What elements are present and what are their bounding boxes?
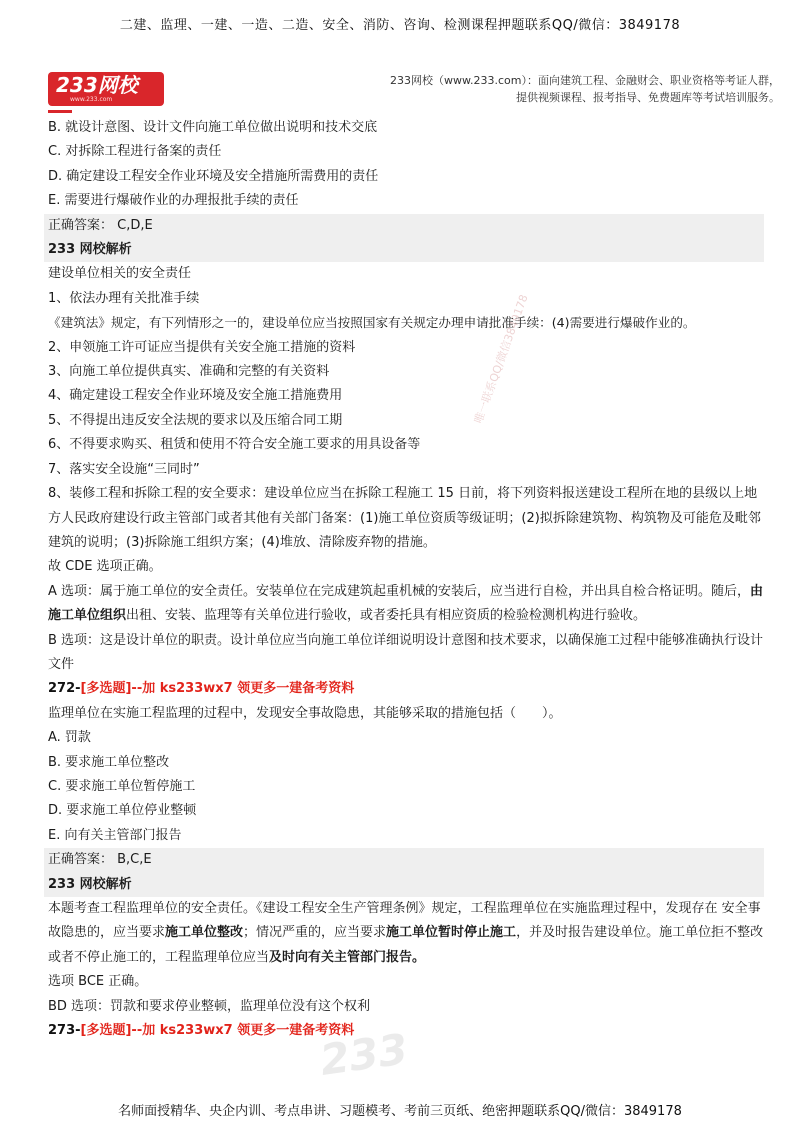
q273-tag: [多选题]--加 ks233wx7 领更多一建备考资料 — [80, 1023, 355, 1039]
q271-option-e: E. 需要进行爆破作业的办理报批手续的责任 — [48, 193, 299, 209]
text-run-bold: 及时向有关主管部门报告。 — [269, 949, 426, 965]
site-intro-line-1: 233网校（www.233.com）：面向建筑工程、金融财会、职业资格等考证人群， — [390, 74, 780, 87]
q271-analysis-title: 233 网校解析 — [48, 242, 132, 258]
site-intro-line-2: 提供视频课程、报考指导、免费题库等考试培训服务。 — [516, 91, 780, 104]
q271-option-a-explanation — [44, 580, 764, 629]
q272-heading — [44, 677, 764, 701]
q272-stem: 监理单位在实施工程监理的过程中，发现安全事故隐患，其能够采取的措施包括（ ）。 — [48, 705, 562, 721]
q273-number: 273- — [48, 1023, 81, 1039]
text-run-bold: 施工单位暂时停止施工 — [386, 925, 517, 941]
q272-conclusion: 选项 BCE 正确。 — [48, 974, 148, 990]
q272-option-a: A. 罚款 — [48, 730, 91, 746]
footer-contact-banner: 名师面授精华、央企内训、考点串讲、习题模考、考前三页纸、绝密押题联系QQ/微信：3849178 — [118, 1104, 682, 1119]
q271-option-c: C. 对拆除工程进行备案的责任 — [48, 144, 222, 160]
q272-tag: [多选题]--加 ks233wx7 领更多一建备考资料 — [80, 681, 355, 697]
q271-option-b: B. 就设计意图、设计文件向施工单位做出说明和技术交底 — [48, 120, 378, 135]
q272-option-c: C. 要求施工单位暂停施工 — [48, 778, 196, 794]
q272-analysis-title: 233 网校解析 — [48, 876, 132, 892]
q271-analysis-line: 2、申领施工许可证应当提供有关安全施工措施的资料 — [48, 339, 356, 355]
q271-analysis-line: 7、落实安全设施“三同时” — [48, 461, 200, 477]
q271-option-d: D. 确定建设工程安全作业环境及安全措施所需费用的责任 — [48, 168, 379, 184]
q271-analysis-line: 3、向施工单位提供真实、准确和完整的有关资料 — [48, 364, 330, 380]
text-run: 出租、安装、监理等有关单位进行验收，或者委托具有相应资质的检验检测机构进行验收。 — [126, 608, 647, 624]
q272-analysis-text — [44, 897, 764, 970]
document-body — [44, 116, 764, 1043]
contact-watermark: 唯一联系QQ/微信3849178 — [471, 292, 531, 426]
q271-analysis-line: 5、不得提出违反安全法规的要求以及压缩合同工期 — [48, 412, 343, 428]
text-run: 本题考查工程监理单位的安全责任。《建设工程安全生产管理条例》规定，工程监理单位在实施监理过程中，发现存在 安全事故隐患的，应当要求 — [48, 901, 761, 941]
q272-option-b: B. 要求施工单位整改 — [48, 754, 170, 770]
q271-analysis-line: 1、依法办理有关批准手续 — [48, 290, 200, 306]
q272-bd-explanation: BD 选项：罚款和要求停业整顿，监理单位没有这个权利 — [48, 998, 371, 1014]
text-run: A 选项：属于施工单位的安全责任。安装单位在完成建筑起重机械的安装后，应当进行自检，并出具自检合格证明。随后， — [48, 583, 751, 599]
text-run-bold: 由施工单位组织 — [48, 583, 764, 624]
text-run-bold: 施工单位整改 — [165, 925, 244, 941]
233-logo: 233网校 — [48, 72, 164, 106]
q271-analysis-line: 建设单位相关的安全责任 — [48, 266, 192, 282]
q272-number: 272- — [48, 681, 81, 697]
q272-option-d: D. 要求施工单位停业整顿 — [48, 803, 197, 819]
logo-underline — [48, 110, 72, 113]
q271-analysis-line: 4、确定建设工程安全作业环境及安全施工措施费用 — [48, 388, 343, 404]
q271-analysis-line: 6、不得要求购买、租赁和使用不符合安全施工要求的用具设备等 — [48, 437, 421, 453]
q272-answer: 正确答案： B,C,E — [48, 852, 152, 868]
logo-subtext: www.233.com — [70, 96, 113, 103]
q271-item-8: 8、装修工程和拆除工程的安全要求：建设单位应当在拆除工程施工 15 日前，将下列资料报送建设工程所在地的县级以上地方人民政府建设行政主管部门或者其他有关部门备案：(1)施工单位资质等级证明；(2)拟拆除建筑物、构筑物及可能危及毗邻建筑的说明；(3)拆除施工组织方案；(4)堆放、清除废弃物的措施。 — [48, 486, 761, 550]
text-run: ；情况严重的，应当要求 — [243, 925, 387, 941]
site-intro — [320, 72, 780, 106]
top-contact-banner: 二建、监理、一建、一造、二造、安全、消防、咨询、检测课程押题联系QQ/微信：3849178 — [119, 18, 681, 33]
text-run: ，并及时报告建设单位。施工单位拒不整改或者不停止施工的，工程监理单位应当 — [48, 925, 764, 965]
q271-analysis-block — [44, 214, 764, 263]
233-watermark-logo: 233 — [317, 1024, 411, 1085]
q271-analysis-line: 《建筑法》规定，有下列情形之一的，建设单位应当按照国家有关规定办理申请批准手续：(4)需要进行爆破作业的。 — [48, 315, 696, 331]
q272-analysis-block — [44, 848, 764, 897]
q271-conclusion: 故 CDE 选项正确。 — [48, 559, 162, 575]
q271-answer: 正确答案： C,D,E — [48, 217, 153, 233]
q272-option-e: E. 向有关主管部门报告 — [48, 827, 182, 843]
q271-option-b-explanation: B 选项：这是设计单位的职责。设计单位应当向施工单位详细说明设计意图和技术要求，以确保施工过程中能够准确执行设计文件 — [48, 632, 764, 672]
